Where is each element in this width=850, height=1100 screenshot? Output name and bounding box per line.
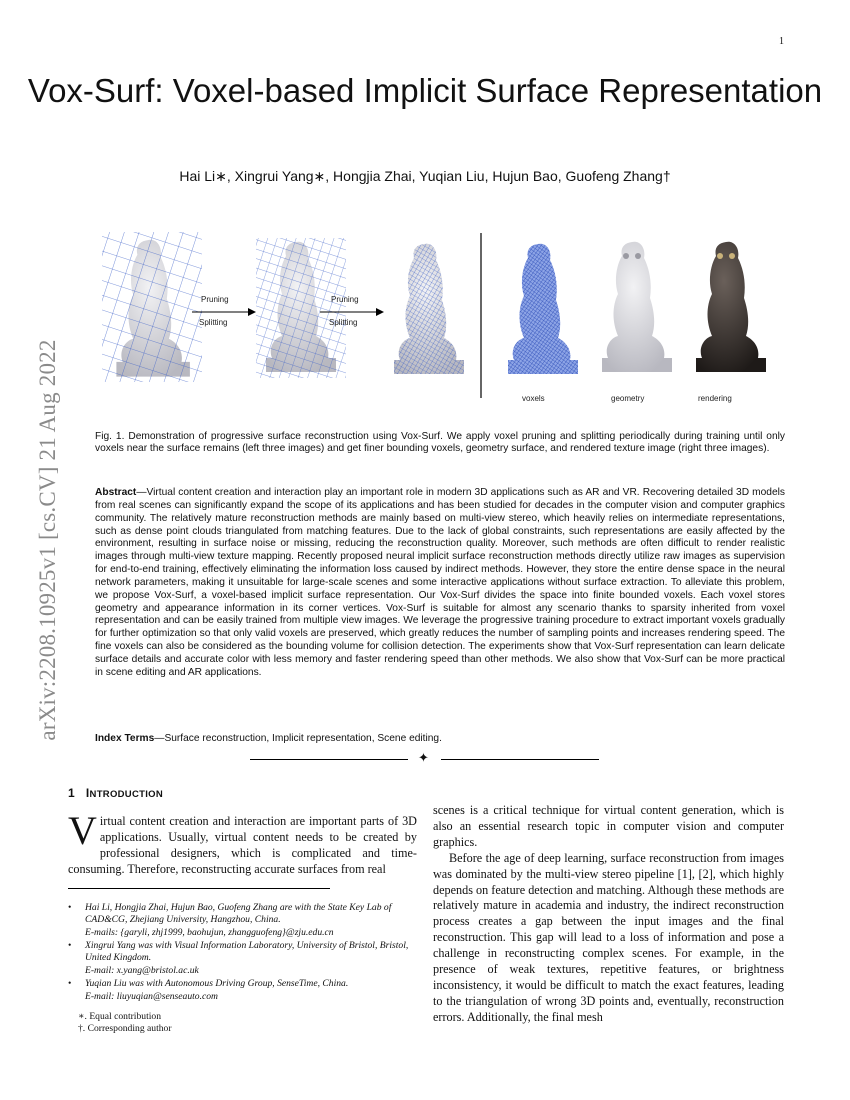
geometry-image [602,242,672,372]
index-terms [95,733,785,744]
divider-diamond-icon: ✦ [418,750,429,765]
index-terms-text: —Surface reconstruction, Implicit representation, Scene editing. [154,733,442,744]
dropcap-letter: V [68,808,97,853]
footnote-item [68,927,417,939]
intro-left-text: irtual content creation and interaction are important parts of 3D applications. Usually, virtual content needs to be created by professional designers, which is complicated and time-consuming. Therefore, reconstructing accurate surfaces from real [68,814,417,876]
paper-title-text: Vox-Surf: Voxel-based Implicit Surface Representation [27,72,823,109]
panel-label-rendering: rendering [698,394,732,403]
footnote-text: Yuqian Liu was with Autonomous Driving Group, SenseTime, China. [85,978,349,989]
section-title-initial: I [85,786,90,800]
section-title-rest: NTRODUCTION [89,789,164,800]
abstract-label: Abstract [95,487,137,498]
voxel-panel-coarse [102,232,202,382]
abstract [95,487,785,680]
voxel-panel-medium [256,238,346,378]
panel-label-geometry: geometry [611,394,645,403]
footnote-text: E-mails: {garyli, zhj1999, baohujun, zhangguofeng}@zju.edu.cn [85,927,334,938]
footnote-item [68,965,417,977]
arrow-1-label-bottom: Splitting [199,318,228,327]
arxiv-identifier-stamp: arXiv:2208.10925v1 [cs.CV] 21 Aug 2022 [35,339,60,741]
footnote-item [68,940,417,964]
rendering-image [696,242,766,372]
divider-line-right [441,759,599,760]
contribution-notes [78,1011,172,1035]
section-number: 1 [68,786,75,800]
divider-line-left [250,759,408,760]
footnote-text: Hai Li, Hongjia Zhai, Hujun Bao, Guofeng Zhang are with the State Key Lab of CAD&CG, Zhejiang University, Hangzhou, China. [85,902,392,925]
footnote-text: E-mail: liuyuqian@senseauto.com [85,991,218,1002]
abstract-text: —Virtual content creation and interaction play an important role in modern 3D applications such as AR and VR. Recovering detailed 3D models from real scenes can significantly expand the scope of its applications and has been studied for decades in the computer vision and computer graphics community. The relatively mature reconstruction methods are mainly based on multi-view stereo, which heavily relies on intermediate representations, such as dense point clouds triangulated from matching features. Due to the lack of global constraints, such representations are easily affected by the environment, resulting in surface noise or missing, reducing the reconstruction quality. Moreover, such methods are often difficult to render realistic images through multi-view texture mapping. Recently proposed neural implicit surface reconstruction methods directly utilize raw images as supervision for end-to-end training, effectively eliminating the information loss caused by indirect methods. However, they store the entire dense space in the neural network parameters, making it unsuitable for large-scale scenes and some interactive applications without surface extraction. To alleviate this problem, we propose Vox-Surf, a voxel-based implicit surface representation. Our Vox-Surf divides the space into finite bounded voxels. Each voxel stores geometry and appearance information in its corner vertices. Vox-Surf is suitable for almost any scenario thanks to sparsity inherited from voxel representation and can be easily trained from multiple view images. We leverage the progressive training procedure to extract important voxels gradually for further optimization so that only valid voxels are preserved, which greatly reduces the number of sampling points and increases rendering speed. The fine voxels can also be considered as the bounding volume for collision detection. The experiments show that Vox-Surf representation can learn delicate surface details and accurate color with less memory and faster rendering speed than other methods. We also show that Vox-Surf can be more practical in scene editing and AR applications. [95,487,785,678]
paper-title [0,72,850,110]
arrow-2-label-top: Pruning [331,295,359,304]
figure-1-caption: Fig. 1. Demonstration of progressive surface reconstruction using Vox-Surf. We apply voxel pruning and splitting periodically during training until only voxels near the surface remains (left three images) and get finer bounding voxels, geometry surface, and rendered texture image (right three images). [95,431,785,454]
note-equal-contribution: ∗. Equal contribution [78,1011,161,1022]
page-number: 1 [779,36,784,47]
intro-paragraph: Before the age of deep learning, surface reconstruction from images was dominated by the multi-view stereo pipeline [1], [2], which highly depends on feature detection and matching. Although these methods are relatively mature in academia and industry, the indirect reconstruction process creates a gap between the input images and the final reconstruction. This gap will lead to a loss of information and pose a challenge in reconstructing complex scenes. For example, in the presence of weak textures, repetitive features, or brightness inconsistency, it would be difficult to match the exact features, leading to the triangulation of wrong 3D points and, eventually, reconstruction errors. Additionally, the final mesh [433,850,784,1024]
intro-paragraph: scenes is a critical technique for virtual content generation, which is also an essential research topic in computer vision and computer graphics. [433,803,784,849]
footnote-text: E-mail: x.yang@bristol.ac.uk [85,965,199,976]
footnote-item [68,991,417,1003]
index-terms-label: Index Terms [95,733,155,744]
footnote-item [68,902,417,926]
section-heading-introduction [68,786,163,800]
footnote-bullet: • [68,978,72,989]
footnote-bullet: • [68,902,72,913]
voxel-panel-fine [394,244,464,374]
final-voxels-image [508,244,578,374]
intro-left-column [68,808,417,878]
footnote-bullet: • [68,940,72,951]
affiliation-footnotes [68,902,417,1004]
figure-1 [98,228,798,408]
footnote-text: Xingrui Yang was with Visual Information Laboratory, University of Bristol, Bristol, United Kingdom. [85,940,409,963]
intro-right-column [433,803,784,1026]
arrow-2-label-bottom: Splitting [329,318,358,327]
arrow-1-label-top: Pruning [201,295,229,304]
panel-label-voxels: voxels [522,394,545,403]
author-list: Hai Li∗, Xingrui Yang∗, Hongjia Zhai, Yuqian Liu, Hujun Bao, Guofeng Zhang† [179,168,671,184]
footnote-item [68,978,417,990]
footnote-rule [68,888,330,889]
note-corresponding-author: †. Corresponding author [78,1023,172,1034]
